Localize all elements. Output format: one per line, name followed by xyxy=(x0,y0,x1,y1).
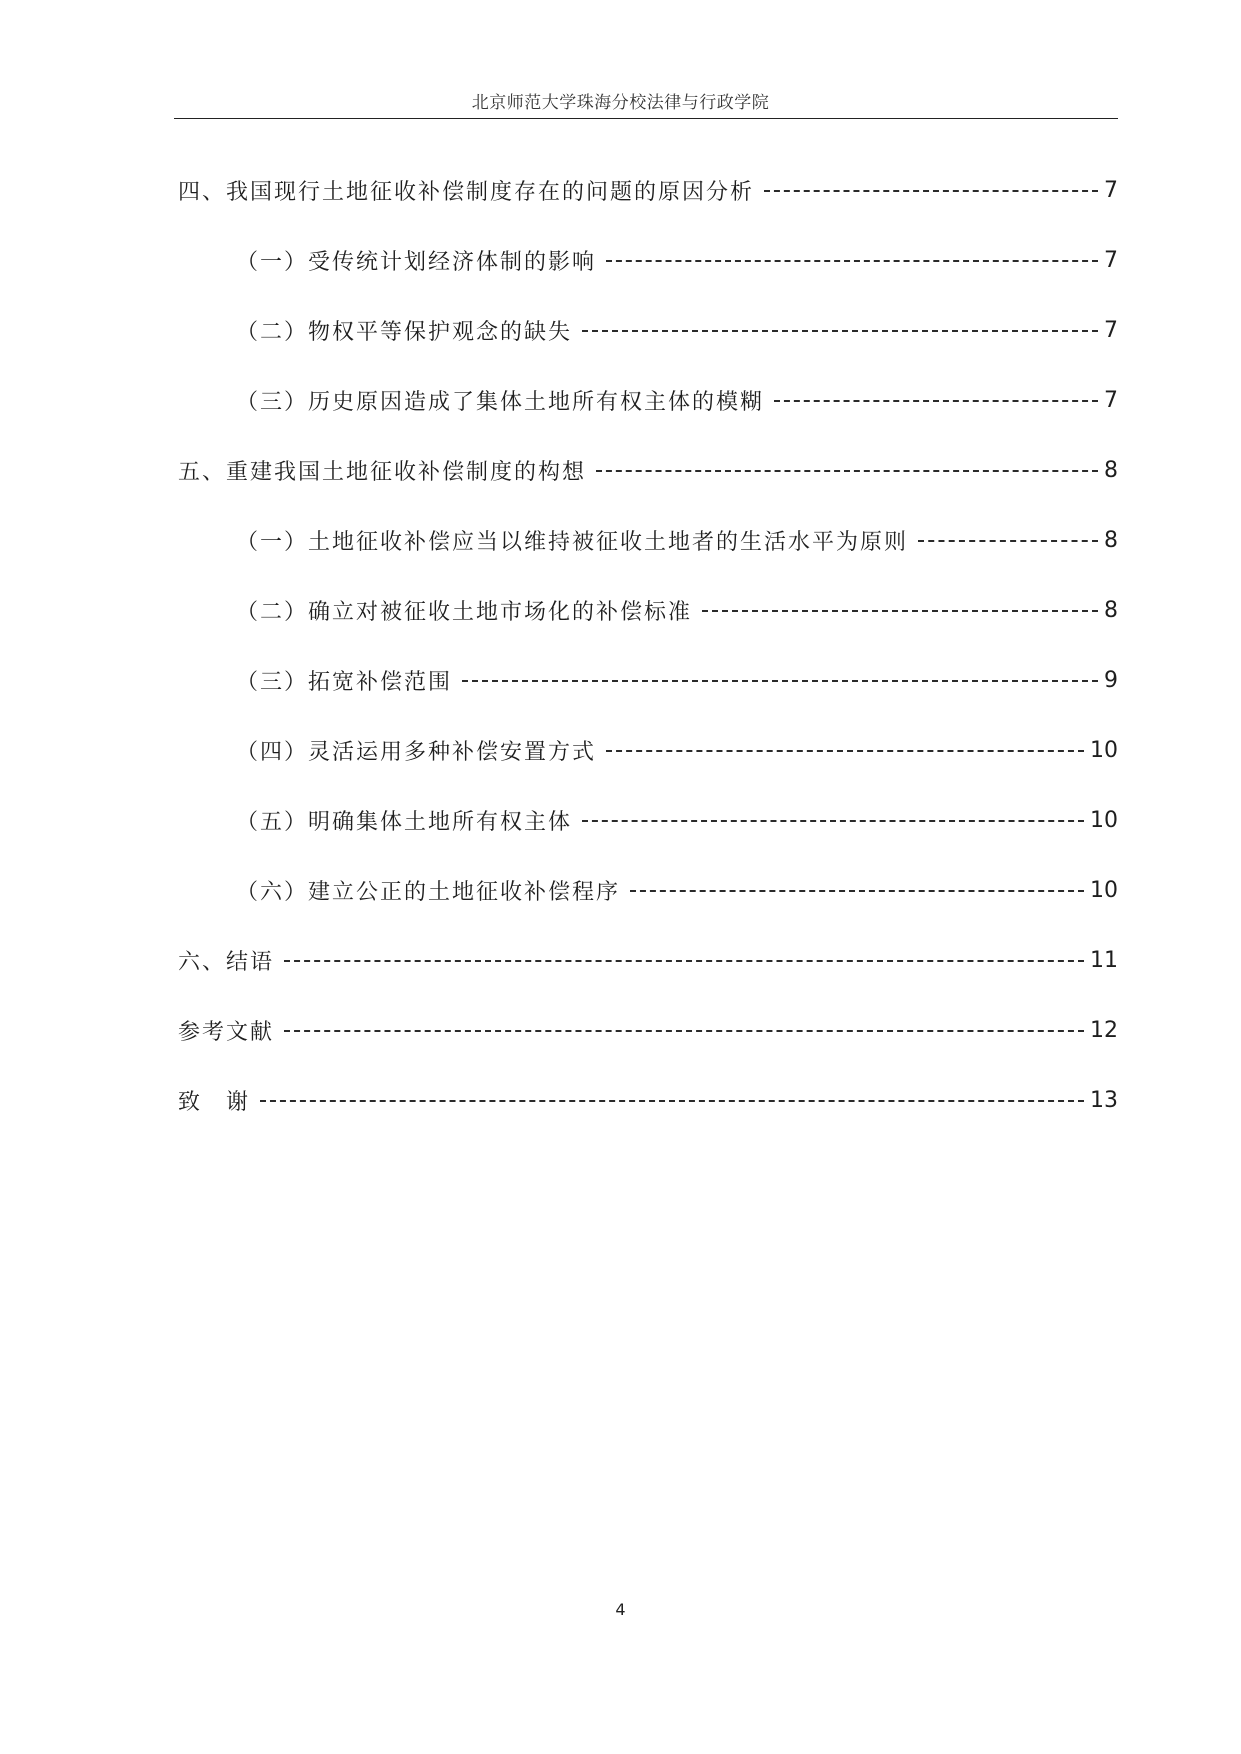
toc-entry-page: 13 xyxy=(1090,1087,1118,1113)
toc-entry-page: 7 xyxy=(1104,247,1118,273)
toc-entry[interactable] xyxy=(178,295,1118,365)
toc-dot-leader xyxy=(284,1019,1084,1041)
toc-dot-leader xyxy=(462,669,1098,691)
toc-dot-leader xyxy=(582,809,1084,831)
toc-entry-page: 9 xyxy=(1104,667,1118,693)
toc-entry-label: （五）明确集体土地所有权主体 xyxy=(236,809,573,835)
header-divider xyxy=(174,118,1118,119)
toc-dot-leader xyxy=(630,879,1084,901)
page-number: 4 xyxy=(615,1600,626,1619)
toc-dot-leader xyxy=(606,739,1084,761)
toc-entry-label: 致 谢 xyxy=(178,1089,251,1115)
toc-entry-label: （二）确立对被征收土地市场化的补偿标准 xyxy=(236,599,693,625)
toc-entry-page: 10 xyxy=(1090,877,1118,903)
toc-entry-page: 11 xyxy=(1090,947,1118,973)
toc-entry-page: 8 xyxy=(1104,597,1118,623)
toc-entry[interactable] xyxy=(178,505,1118,575)
toc-entry[interactable] xyxy=(178,995,1118,1065)
toc-entry-label: （三）历史原因造成了集体土地所有权主体的模糊 xyxy=(236,389,765,415)
toc-entry[interactable] xyxy=(178,715,1118,785)
toc-entry-page: 8 xyxy=(1104,457,1118,483)
toc-entry-label: （六）建立公正的土地征收补偿程序 xyxy=(236,879,621,905)
toc-entry-page: 7 xyxy=(1104,177,1118,203)
toc-entry[interactable] xyxy=(178,925,1118,995)
toc-entry-label: （四）灵活运用多种补偿安置方式 xyxy=(236,739,597,765)
table-of-contents xyxy=(178,155,1118,1135)
toc-dot-leader xyxy=(284,949,1084,971)
toc-dot-leader xyxy=(606,249,1098,271)
toc-entry-label: （二）物权平等保护观念的缺失 xyxy=(236,319,573,345)
toc-entry-label: 五、重建我国土地征收补偿制度的构想 xyxy=(178,459,587,485)
toc-dot-leader xyxy=(918,529,1098,551)
toc-entry-label: （三）拓宽补偿范围 xyxy=(236,669,453,695)
toc-entry-page: 10 xyxy=(1090,737,1118,763)
toc-entry-label: （一）土地征收补偿应当以维持被征收土地者的生活水平为原则 xyxy=(236,529,909,555)
toc-entry-page: 10 xyxy=(1090,807,1118,833)
toc-dot-leader xyxy=(774,389,1098,411)
toc-dot-leader xyxy=(702,599,1098,621)
toc-dot-leader xyxy=(764,179,1098,201)
toc-entry-label: （一）受传统计划经济体制的影响 xyxy=(236,249,597,275)
toc-entry[interactable] xyxy=(178,645,1118,715)
toc-dot-leader xyxy=(260,1089,1084,1111)
toc-entry-page: 7 xyxy=(1104,317,1118,343)
toc-dot-leader xyxy=(596,459,1098,481)
toc-dot-leader xyxy=(582,319,1098,341)
page-header: 北京师范大学珠海分校法律与行政学院 xyxy=(471,93,770,113)
toc-entry-label: 四、我国现行土地征收补偿制度存在的问题的原因分析 xyxy=(178,179,755,205)
toc-entry[interactable] xyxy=(178,435,1118,505)
toc-entry[interactable] xyxy=(178,1065,1118,1135)
toc-entry-page: 7 xyxy=(1104,387,1118,413)
toc-entry[interactable] xyxy=(178,225,1118,295)
toc-entry-page: 12 xyxy=(1090,1017,1118,1043)
toc-entry[interactable] xyxy=(178,575,1118,645)
toc-entry[interactable] xyxy=(178,155,1118,225)
toc-entry-label: 参考文献 xyxy=(178,1019,275,1045)
toc-entry[interactable] xyxy=(178,365,1118,435)
toc-entry[interactable] xyxy=(178,855,1118,925)
toc-entry[interactable] xyxy=(178,785,1118,855)
toc-entry-label: 六、结语 xyxy=(178,949,275,975)
toc-entry-page: 8 xyxy=(1104,527,1118,553)
